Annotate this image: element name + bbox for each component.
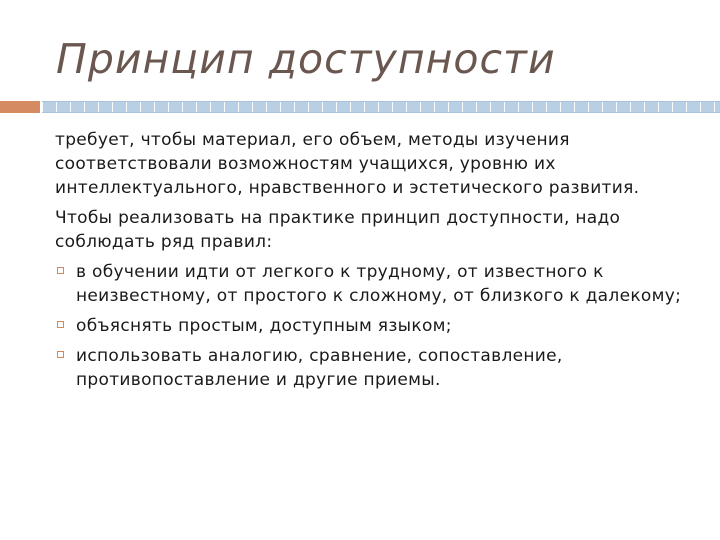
list-item-text: в обучении идти от легкого к трудному, от известного к неизвестному, от простого к сложному, от близкого к далекому; [76,262,682,306]
slide-title: Принцип доступности [56,35,556,83]
rules-intro: Чтобы реализовать на практике принцип доступности, надо соблюдать ряд правил: [55,208,621,252]
list-item [55,314,695,338]
square-outline-icon [57,321,64,328]
intro-paragraph: требует, чтобы материал, его объем, методы изучения соответствовали возможностям учащихся, уровню их интеллектуального, нравственного и эстетического развития. [55,130,640,198]
list-item [55,344,695,392]
slide-body [55,128,695,398]
list-item-text: использовать аналогию, сравнение, сопоставление, противопоставление и другие приемы. [76,346,563,390]
list-item [55,260,695,308]
rules-list [55,260,695,392]
square-outline-icon [57,267,64,274]
title-divider [0,101,720,113]
divider-grid [42,101,720,113]
square-outline-icon [57,351,64,358]
list-item-text: объяснять простым, доступным языком; [76,316,452,336]
divider-accent [0,101,40,113]
